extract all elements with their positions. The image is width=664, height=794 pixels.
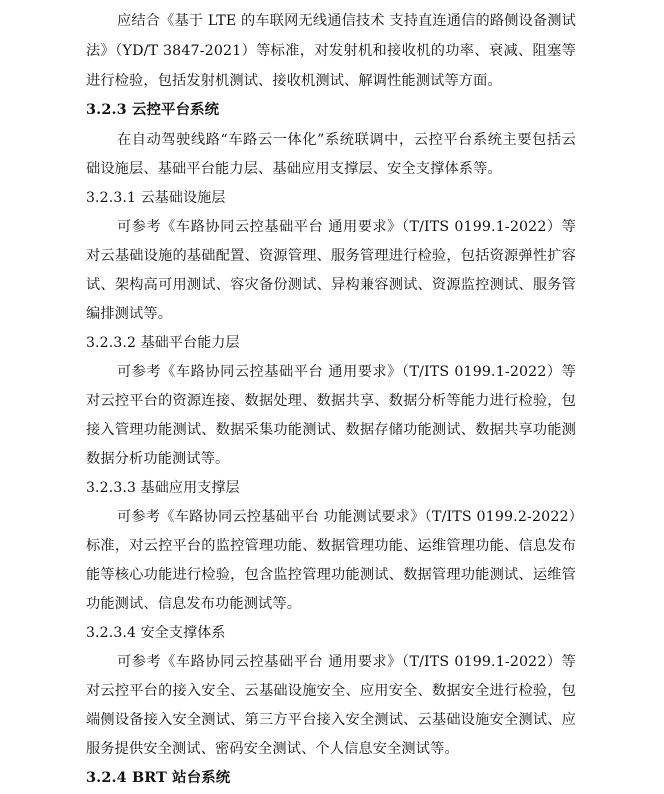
paragraph-line: 可参考《车路协同云控基础平台 通用要求》（T/ITS 0199.1-2022）等 [117, 219, 576, 235]
paragraph-line: 试、架构高可用测试、容灾备份测试、异构兼容测试、资源监控测试、服务管 [86, 277, 576, 293]
paragraph-line: 编排测试等。 [86, 306, 173, 322]
paragraph-line: 能等核心功能进行检验，包含监控管理功能测试、数据管理功能测试、运维管 [86, 567, 576, 583]
paragraph-line: 对云控平台的资源连接、数据处理、数据共享、数据分析等能力进行检验，包 [86, 393, 576, 409]
paragraph-line: 标准，对云控平台的监控管理功能、数据管理功能、运维管理功能、信息发布 [86, 538, 576, 554]
paragraph-line: 对云基础设施的基础配置、资源管理、服务管理进行检验，包括资源弹性扩容 [86, 248, 576, 264]
section-heading: 3.2.3 云控平台系统 [86, 101, 220, 118]
subsection-heading: 3.2.3.4 安全支撑体系 [86, 625, 226, 641]
paragraph-line: 础设施层、基础平台能力层、基础应用支撑层、安全支撑体系等。 [86, 161, 502, 177]
paragraph-line: 可参考《车路协同云控基础平台 功能测试要求》（T/ITS 0199.2-2022） [117, 509, 576, 525]
paragraph-line: 进行检验，包括发射机测试、接收机测试、解调性能测试等方面。 [86, 73, 502, 89]
paragraph-line: 可参考《车路协同云控基础平台 通用要求》（T/ITS 0199.1-2022）等 [117, 364, 576, 380]
paragraph-line: 端侧设备接入安全测试、第三方平台接入安全测试、云基础设施安全测试、应 [86, 712, 576, 728]
subsection-heading: 3.2.3.2 基础平台能力层 [86, 335, 240, 351]
paragraph-line: 对云控平台的接入安全、云基础设施安全、应用安全、数据安全进行检验，包 [86, 683, 576, 699]
section-heading: 3.2.4 BRT 站台系统 [86, 769, 231, 786]
paragraph-line: 应结合《基于 LTE 的车联网无线通信技术 支持直连通信的路侧设备测试 [117, 13, 576, 29]
paragraph-line: 在自动驾驶线路“车路云一体化”系统联调中，云控平台系统主要包括云 [117, 132, 576, 148]
paragraph-line: 可参考《车路协同云控基础平台 通用要求》（T/ITS 0199.1-2022）等 [117, 654, 576, 670]
paragraph-line: 数据分析功能测试等。 [86, 451, 230, 467]
subsection-heading: 3.2.3.3 基础应用支撑层 [86, 480, 240, 496]
paragraph-line: 服务提供安全测试、密码安全测试、个人信息安全测试等。 [86, 741, 459, 757]
paragraph-line: 接入管理功能测试、数据采集功能测试、数据存储功能测试、数据共享功能测 [86, 422, 576, 438]
paragraph-line: 功能测试、信息发布功能测试等。 [86, 596, 302, 612]
paragraph-line: 法》（YD/T 3847-2021）等标准，对发射机和接收机的功率、衰减、阻塞等 [86, 43, 576, 59]
subsection-heading: 3.2.3.1 云基础设施层 [86, 190, 226, 206]
